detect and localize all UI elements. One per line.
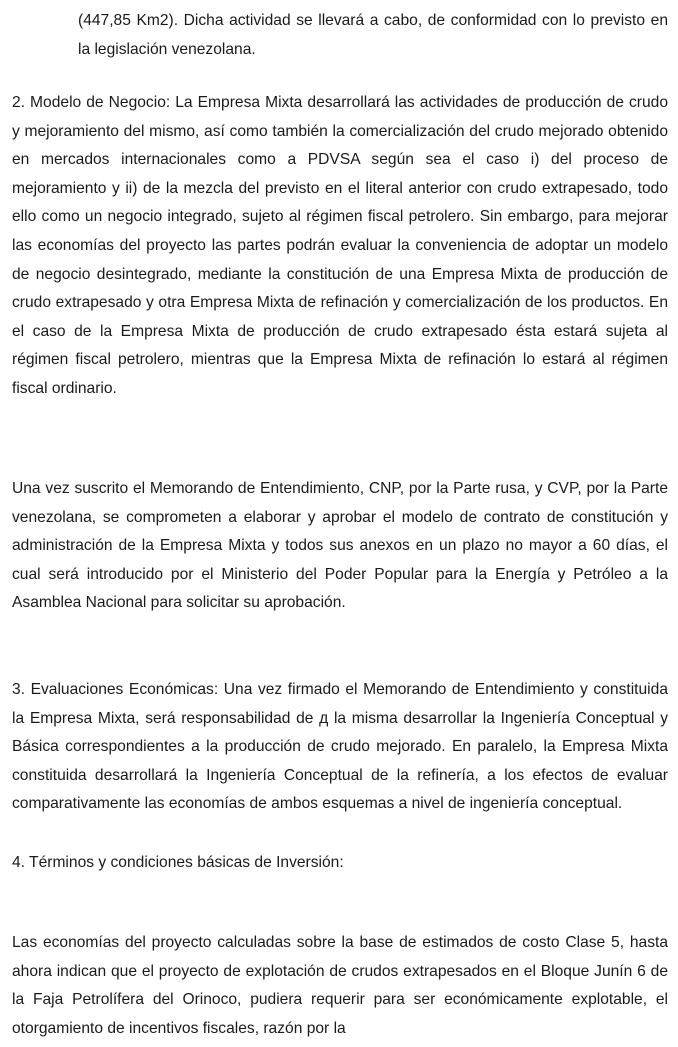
paragraph-business-model: 2. Modelo de Negocio: La Empresa Mixta desarrollará las actividades de producción de crudo y mejoramiento del mismo, así como también la comercialización del crudo mejorado obtenido en mercados internacionales como a PDVSA según sea el caso i) del proceso de mejoramiento y ii) de la mezcla del previsto en el literal anterior con crudo extrapesado, todo ello como un negocio integrado, sujeto al régimen fiscal petrolero. Sin embargo, para mejorar las economías del proyecto las partes podrán evaluar la conveniencia de adoptar un modelo de negocio desintegrado, mediante la constitución de una Empresa Mixta de producción de crudo extrapesado y otra Empresa Mixta de refinación y comercialización de los productos. En el caso de la Empresa Mixta de producción de crudo extrapesado ésta estará sujeta al régimen fiscal petrolero, mientras que la Empresa Mixta de refinación lo estará al régimen fiscal ordinario. — [12, 94, 668, 397]
heading-investment-terms: 4. Términos y condiciones básicas de Inversión: — [12, 854, 344, 871]
paragraph-economic-evaluations: 3. Evaluaciones Económicas: Una vez firmado el Memorando de Entendimiento y constituida la Empresa Mixta, será responsabilidad de д la misma desarrollar la Ingeniería Conceptual y Básica correspondientes a la producción de crudo mejorado. En paralelo, la Empresa Mixta constituida desarrollará la Ingeniería Conceptual de la refinería, a los efectos de evaluar comparativamente las economías de ambos esquemas a nivel de ingeniería conceptual. — [12, 681, 668, 813]
paragraph-memorandum-commitment: Una vez suscrito el Memorando de Entendimiento, CNP, por la Parte rusa, y CVP, por la Parte venezolana, se comprometen a elaborar y aprobar el modelo de contrato de constitución y administración de la Empresa Mixta y todos sus anexos en un plazo no mayor a 60 días, el cual será introducido por el Ministerio del Poder Popular para la Energía y Petróleo a la Asamblea Nacional para solicitar su aprobación. — [12, 480, 668, 612]
paragraph-project-economies: Las economías del proyecto calculadas sobre la base de estimados de costo Clase 5, hasta ahora indican que el proyecto de explotación de crudos extrapesados en el Bloque Junín 6 de la Faja Petrolífera del Orinoco, pudiera requerir para ser económicamente explotable, el otorgamiento de incentivos fiscales, razón por la — [12, 934, 668, 1037]
paragraph-continuation-area: (447,85 Km2). Dicha actividad se llevará a cabo, de conformidad con lo previsto en la legislación venezolana. — [78, 12, 668, 58]
